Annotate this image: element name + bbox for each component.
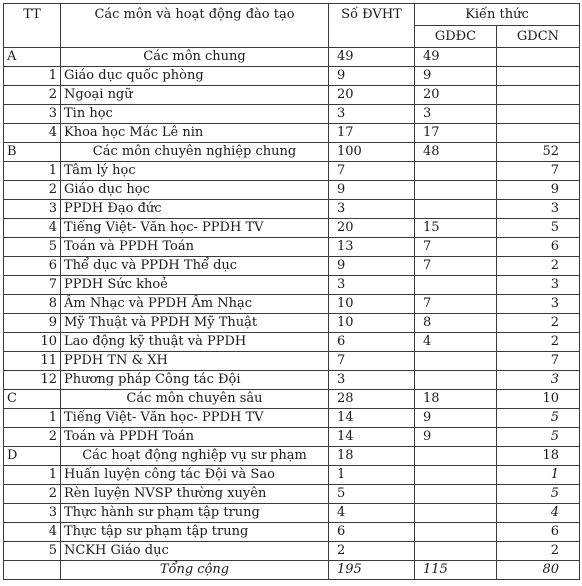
- gddc-cell: [415, 504, 497, 523]
- row-number: 4: [4, 124, 61, 143]
- row-number: 2: [4, 428, 61, 447]
- gddc-cell: 4: [415, 333, 497, 352]
- gdcn-cell: 5: [497, 409, 580, 428]
- gdcn-cell: 52: [497, 143, 580, 162]
- subject-name: Toán và PPDH Toán: [61, 428, 329, 447]
- subject-name: Giáo dục quốc phòng: [61, 67, 329, 86]
- row-number: 5: [4, 542, 61, 561]
- gddc-cell: 9: [415, 67, 497, 86]
- gdcn-cell: 5: [497, 219, 580, 238]
- header-gdcn: GDCN: [497, 26, 580, 48]
- gdcn-cell: [497, 86, 580, 105]
- total-row: [4, 561, 580, 580]
- gdcn-cell: 18: [497, 447, 580, 466]
- row-number: 3: [4, 105, 61, 124]
- units-cell: 9: [329, 257, 415, 276]
- gdcn-cell: 6: [497, 238, 580, 257]
- subject-name: Tin học: [61, 105, 329, 124]
- units-cell: 4: [329, 504, 415, 523]
- subject-name: NCKH Giáo dục: [61, 542, 329, 561]
- row-number: 1: [4, 162, 61, 181]
- subject-name: Lao động kỹ thuật và PPDH: [61, 333, 329, 352]
- row-number: 11: [4, 352, 61, 371]
- table-row: [4, 200, 580, 219]
- units-cell: 49: [329, 48, 415, 67]
- units-cell: 3: [329, 276, 415, 295]
- table-row: [4, 105, 580, 124]
- gddc-cell: 7: [415, 295, 497, 314]
- subject-name: PPDH TN & XH: [61, 352, 329, 371]
- gdcn-cell: 3: [497, 371, 580, 390]
- units-cell: 2: [329, 542, 415, 561]
- header-gddc: GDĐC: [415, 26, 497, 48]
- gddc-cell: 9: [415, 428, 497, 447]
- subject-name: PPDH Sức khoẻ: [61, 276, 329, 295]
- units-cell: 1: [329, 466, 415, 485]
- units-cell: 14: [329, 428, 415, 447]
- subject-name: Rèn luyện NVSP thường xuyên: [61, 485, 329, 504]
- table-row: [4, 295, 580, 314]
- table-row: [4, 523, 580, 542]
- table-row: [4, 371, 580, 390]
- row-number: 2: [4, 86, 61, 105]
- gddc-cell: [415, 542, 497, 561]
- gddc-cell: 7: [415, 238, 497, 257]
- row-number: 3: [4, 200, 61, 219]
- gddc-cell: 18: [415, 390, 497, 409]
- row-number: 1: [4, 409, 61, 428]
- units-cell: 13: [329, 238, 415, 257]
- row-number: 5: [4, 238, 61, 257]
- table-header: [4, 4, 580, 48]
- section-row: [4, 143, 580, 162]
- gdcn-cell: 7: [497, 352, 580, 371]
- row-number: 9: [4, 314, 61, 333]
- subject-name: Ngoại ngữ: [61, 86, 329, 105]
- units-cell: 3: [329, 105, 415, 124]
- gddc-cell: [415, 523, 497, 542]
- gdcn-cell: [497, 124, 580, 143]
- subject-name: Tiếng Việt- Văn học- PPDH TV: [61, 409, 329, 428]
- table-row: [4, 466, 580, 485]
- table-row: [4, 409, 580, 428]
- table-row: [4, 276, 580, 295]
- total-gdcn: 80: [497, 561, 580, 580]
- row-number: 4: [4, 219, 61, 238]
- gdcn-cell: 1: [497, 466, 580, 485]
- subject-name: Âm Nhạc và PPDH Âm Nhạc: [61, 295, 329, 314]
- row-number: 2: [4, 485, 61, 504]
- subject-name: Tiếng Việt- Văn học- PPDH TV: [61, 219, 329, 238]
- table-row: [4, 428, 580, 447]
- subject-name: Toán và PPDH Toán: [61, 238, 329, 257]
- table-row: [4, 542, 580, 561]
- gddc-cell: 20: [415, 86, 497, 105]
- section-row: [4, 447, 580, 466]
- gddc-cell: 9: [415, 409, 497, 428]
- units-cell: 3: [329, 371, 415, 390]
- table-row: [4, 504, 580, 523]
- total-units: 195: [329, 561, 415, 580]
- units-cell: 6: [329, 523, 415, 542]
- curriculum-table: [3, 3, 580, 580]
- gdcn-cell: 5: [497, 428, 580, 447]
- units-cell: 7: [329, 352, 415, 371]
- units-cell: 18: [329, 447, 415, 466]
- gdcn-cell: 2: [497, 333, 580, 352]
- gddc-cell: [415, 352, 497, 371]
- subject-name: Phương pháp Công tác Đội: [61, 371, 329, 390]
- subject-name: Khoa học Mác Lê nin: [61, 124, 329, 143]
- row-number: 1: [4, 67, 61, 86]
- units-cell: 17: [329, 124, 415, 143]
- gdcn-cell: 2: [497, 542, 580, 561]
- total-tt-cell: [4, 561, 61, 580]
- gdcn-cell: 7: [497, 162, 580, 181]
- gddc-cell: 8: [415, 314, 497, 333]
- units-cell: 20: [329, 219, 415, 238]
- gdcn-cell: 9: [497, 181, 580, 200]
- units-cell: 10: [329, 314, 415, 333]
- subject-name: PPDH Đạo đức: [61, 200, 329, 219]
- row-number: 7: [4, 276, 61, 295]
- gdcn-cell: 10: [497, 390, 580, 409]
- header-subjects: Các môn và hoạt động đào tạo: [61, 4, 329, 48]
- units-cell: 20: [329, 86, 415, 105]
- gddc-cell: [415, 466, 497, 485]
- table-row: [4, 485, 580, 504]
- table-row: [4, 86, 580, 105]
- gdcn-cell: 6: [497, 523, 580, 542]
- table-row: [4, 352, 580, 371]
- table-row: [4, 219, 580, 238]
- subject-name: Giáo dục học: [61, 181, 329, 200]
- gdcn-cell: 2: [497, 257, 580, 276]
- gddc-cell: 48: [415, 143, 497, 162]
- gddc-cell: 7: [415, 257, 497, 276]
- subject-name: Tâm lý học: [61, 162, 329, 181]
- gddc-cell: 15: [415, 219, 497, 238]
- units-cell: 10: [329, 295, 415, 314]
- gddc-cell: [415, 276, 497, 295]
- row-number: 6: [4, 257, 61, 276]
- table-row: [4, 162, 580, 181]
- gddc-cell: 3: [415, 105, 497, 124]
- row-number: 2: [4, 181, 61, 200]
- units-cell: 9: [329, 67, 415, 86]
- subject-name: Mỹ Thuật và PPDH Mỹ Thuật: [61, 314, 329, 333]
- gddc-cell: [415, 485, 497, 504]
- row-number: 3: [4, 504, 61, 523]
- total-label: Tổng cộng: [61, 561, 329, 580]
- subject-name: Huấn luyện công tác Đội và Sao: [61, 466, 329, 485]
- table-row: [4, 181, 580, 200]
- gdcn-cell: 5: [497, 485, 580, 504]
- gddc-cell: [415, 181, 497, 200]
- gddc-cell: 49: [415, 48, 497, 67]
- section-title: Các môn chuyên sâu: [61, 390, 329, 409]
- gddc-cell: 17: [415, 124, 497, 143]
- header-units: Số ĐVHT: [329, 4, 415, 48]
- section-title: Các môn chung: [61, 48, 329, 67]
- row-number: 1: [4, 466, 61, 485]
- units-cell: 28: [329, 390, 415, 409]
- table-row: [4, 67, 580, 86]
- gdcn-cell: 3: [497, 295, 580, 314]
- table-body: [4, 48, 580, 561]
- section-row: [4, 390, 580, 409]
- units-cell: 5: [329, 485, 415, 504]
- units-cell: 3: [329, 200, 415, 219]
- row-number: 8: [4, 295, 61, 314]
- gdcn-cell: 4: [497, 504, 580, 523]
- gdcn-cell: [497, 67, 580, 86]
- total-gddc: 115: [415, 561, 497, 580]
- gdcn-cell: 3: [497, 200, 580, 219]
- gddc-cell: [415, 162, 497, 181]
- units-cell: 100: [329, 143, 415, 162]
- section-row: [4, 48, 580, 67]
- section-title: Các hoạt động nghiệp vụ sư phạm: [61, 447, 329, 466]
- table-row: [4, 124, 580, 143]
- units-cell: 9: [329, 181, 415, 200]
- section-title: Các môn chuyên nghiệp chung: [61, 143, 329, 162]
- row-number: 12: [4, 371, 61, 390]
- gddc-cell: [415, 447, 497, 466]
- gddc-cell: [415, 371, 497, 390]
- row-number: A: [4, 48, 61, 67]
- subject-name: Thực hành sư phạm tập trung: [61, 504, 329, 523]
- row-number: C: [4, 390, 61, 409]
- gdcn-cell: [497, 48, 580, 67]
- row-number: B: [4, 143, 61, 162]
- row-number: D: [4, 447, 61, 466]
- table-row: [4, 314, 580, 333]
- subject-name: Thực tập sư phạm tập trung: [61, 523, 329, 542]
- header-knowledge: Kiến thức: [415, 4, 580, 26]
- subject-name: Thể dục và PPDH Thể dục: [61, 257, 329, 276]
- gdcn-cell: 3: [497, 276, 580, 295]
- units-cell: 7: [329, 162, 415, 181]
- table-row: [4, 333, 580, 352]
- units-cell: 14: [329, 409, 415, 428]
- gdcn-cell: [497, 105, 580, 124]
- gddc-cell: [415, 200, 497, 219]
- units-cell: 6: [329, 333, 415, 352]
- table-row: [4, 257, 580, 276]
- row-number: 4: [4, 523, 61, 542]
- table-row: [4, 238, 580, 257]
- header-tt: TT: [4, 4, 61, 48]
- row-number: 10: [4, 333, 61, 352]
- gdcn-cell: 2: [497, 314, 580, 333]
